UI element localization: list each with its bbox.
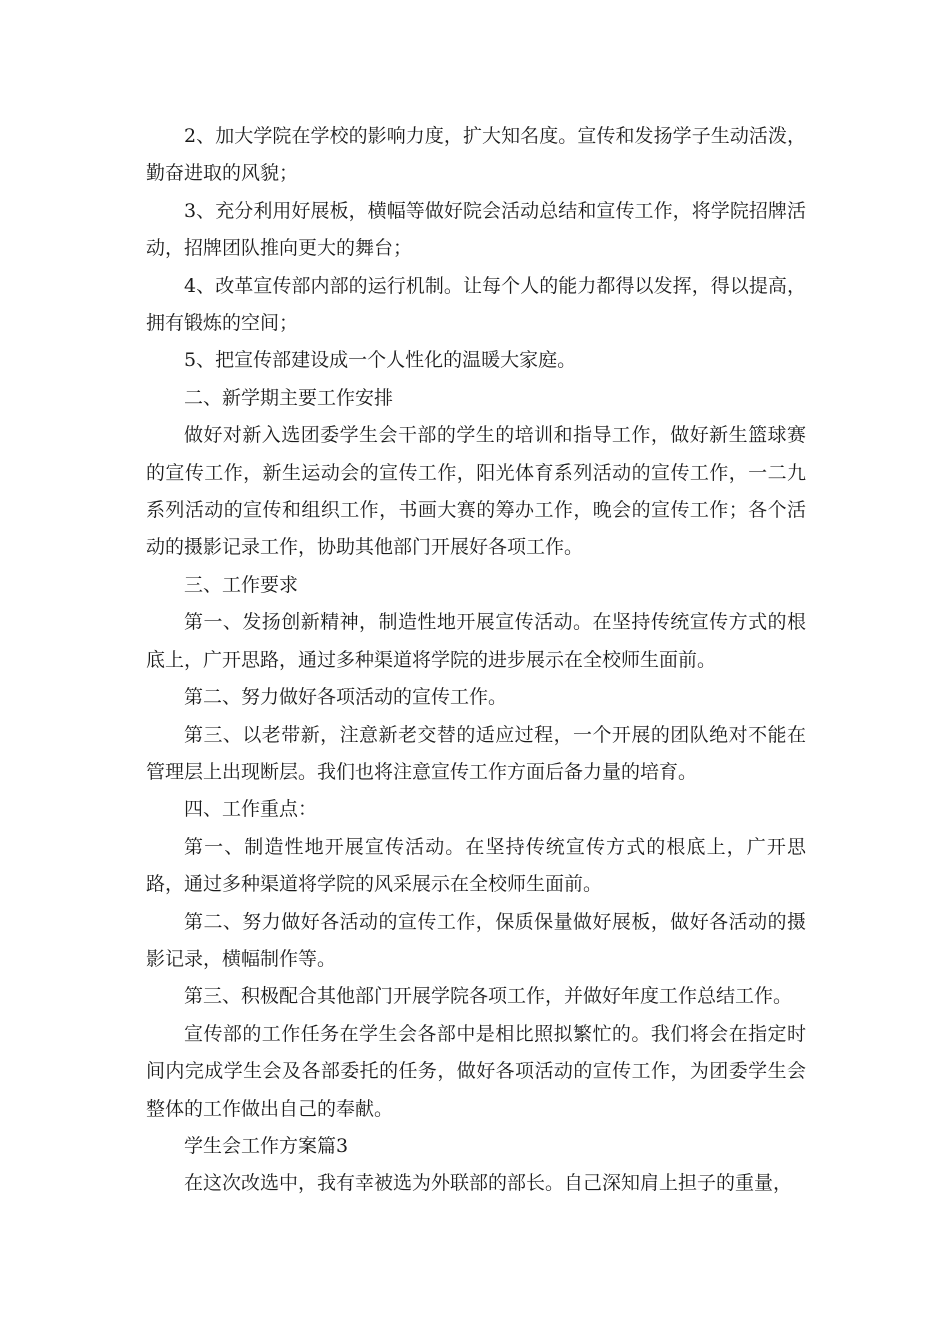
paragraph-focus-2: 第二、努力做好各活动的宣传工作，保质保量做好展板，做好各活动的摄影记录，横幅制作等。 bbox=[146, 910, 806, 970]
paragraph-goal-5: 5、把宣传部建设成一个人性化的温暖大家庭。 bbox=[184, 349, 577, 372]
paragraph-goal-4: 4、改革宣传部内部的运行机制。让每个人的能力都得以发挥，得以提高，拥有锻炼的空间； bbox=[146, 274, 806, 335]
paragraph-focus-1: 第一、制造性地开展宣传活动。在坚持传统宣传方式的根底上，广开思路，通过多种渠道将学院的风采展示在全校师生面前。 bbox=[146, 835, 806, 896]
section-heading-2: 二、新学期主要工作安排 bbox=[184, 386, 394, 409]
paragraph-requirement-2: 第二、努力做好各项活动的宣传工作。 bbox=[184, 686, 508, 709]
paragraph-goal-2: 2、加大学院在学校的影响力度，扩大知名度。宣传和发扬学子生动活泼，勤奋进取的风貌； bbox=[146, 125, 806, 185]
section-heading-3: 三、工作要求 bbox=[184, 573, 299, 596]
chapter-title: 学生会工作方案篇3 bbox=[184, 1134, 349, 1157]
section-heading-4: 四、工作重点： bbox=[184, 798, 318, 821]
paragraph-goal-3: 3、充分利用好展板，横幅等做好院会活动总结和宣传工作，将学院招牌活动，招牌团队推向更大的舞台； bbox=[146, 199, 806, 260]
paragraph-requirement-3: 第三、以老带新，注意新老交替的适应过程，一个开展的团队绝对不能在管理层上出现断层。我们也将注意宣传工作方面后备力量的培育。 bbox=[146, 723, 806, 783]
paragraph-requirement-1: 第一、发扬创新精神，制造性地开展宣传活动。在坚持传统宣传方式的根底上，广开思路，通过多种渠道将学院的进步展示在全校师生面前。 bbox=[146, 611, 806, 671]
paragraph-summary: 宣传部的工作任务在学生会各部中是相比照拟繁忙的。我们将会在指定时间内完成学生会及各部委托的任务，做好各项活动的宣传工作，为团委学生会整体的工作做出自己的奉献。 bbox=[146, 1022, 806, 1120]
paragraph-focus-3: 第三、积极配合其他部门开展学院各项工作，并做好年度工作总结工作。 bbox=[184, 985, 793, 1008]
document-page bbox=[146, 118, 806, 1203]
paragraph-intro: 在这次改选中，我有幸被选为外联部的部长。自己深知肩上担子的重量， bbox=[184, 1172, 793, 1195]
paragraph-semester-plan: 做好对新入选团委学生会干部的学生的培训和指导工作，做好新生篮球赛的宣传工作，新生运动会的宣传工作，阳光体育系列活动的宣传工作，一二九系列活动的宣传和组织工作，书画大赛的筹办工作，晚会的宣传工作；各个活动的摄影记录工作，协助其他部门开展好各项工作。 bbox=[146, 424, 806, 559]
